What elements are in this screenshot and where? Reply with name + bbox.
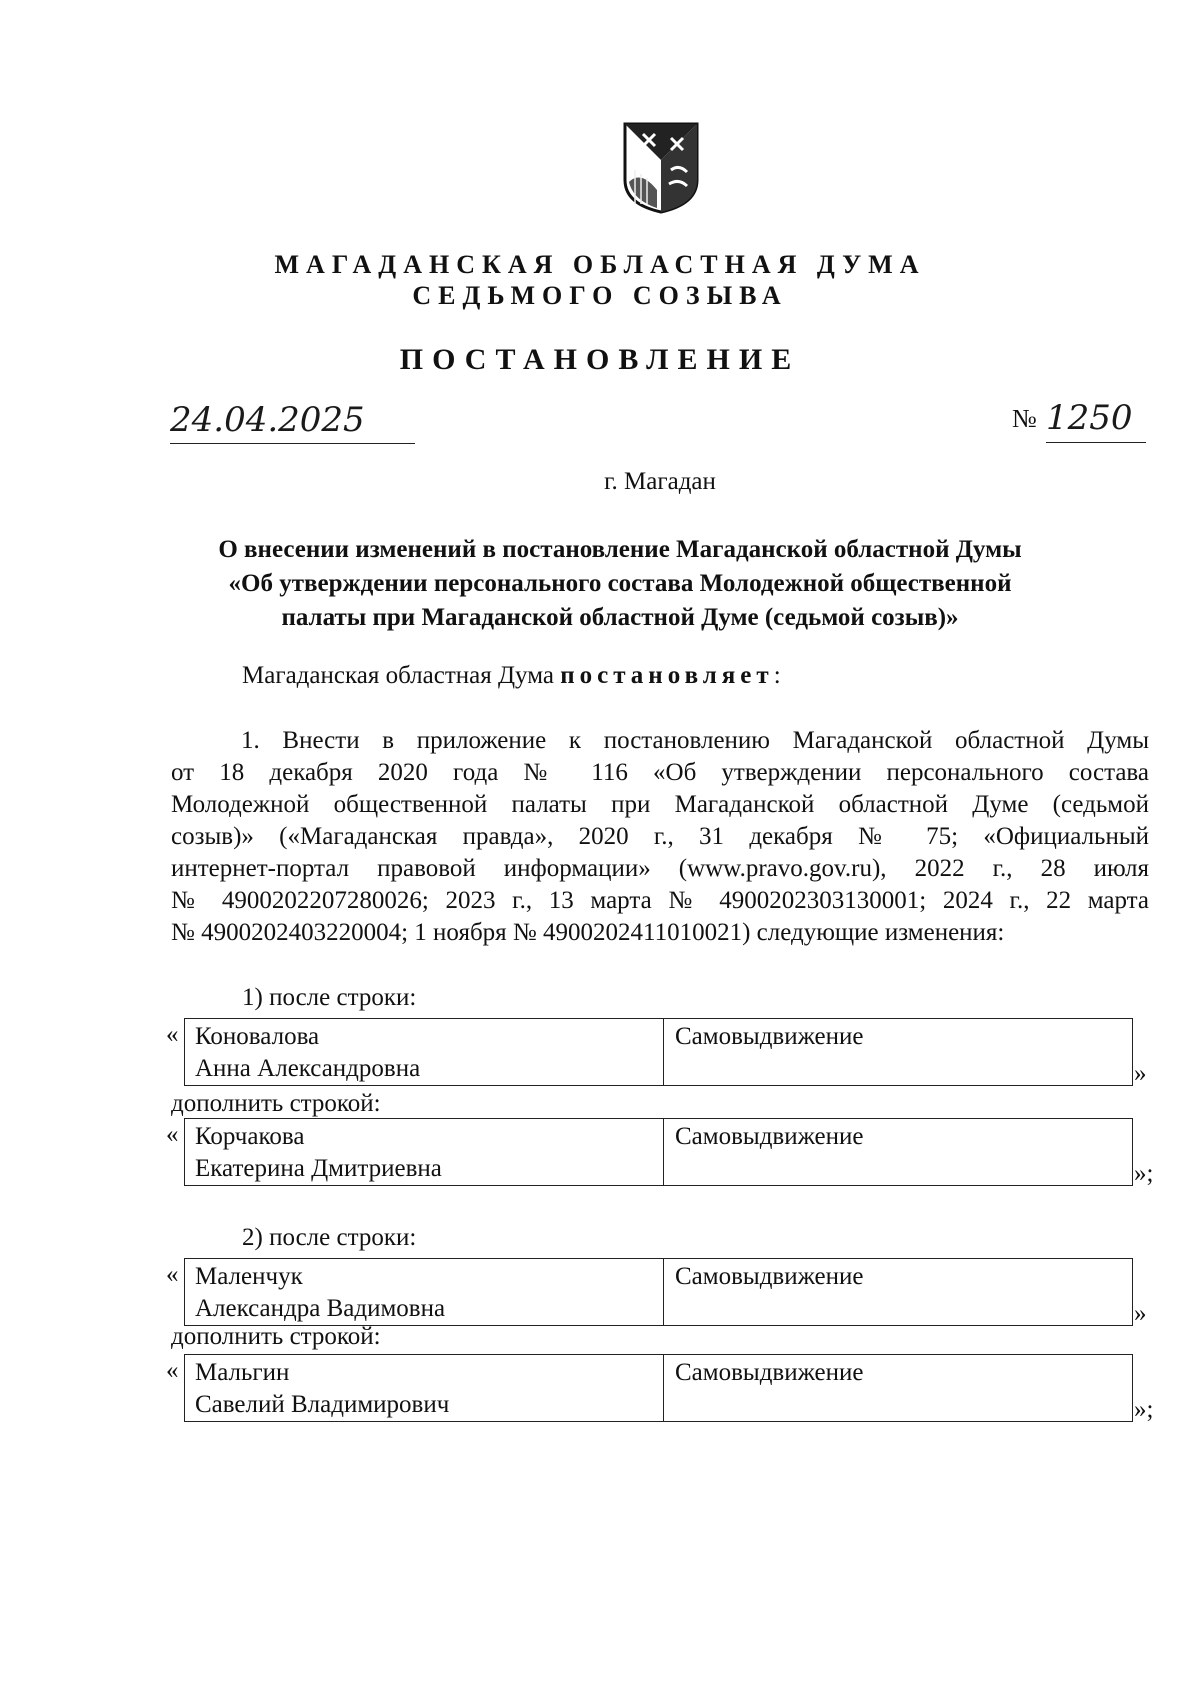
resolve-verb: постановляет xyxy=(560,662,774,689)
given-name: Александра Вадимовна xyxy=(195,1295,446,1322)
given-name: Савелий Владимирович xyxy=(195,1391,450,1418)
item1-line: от 18 декабря 2020 года № 116 «Об утверждении персонального состава xyxy=(171,759,1149,786)
given-name: Екатерина Дмитриевна xyxy=(195,1155,442,1182)
item1-line: 1. Внести в приложение к постановлению Магаданской областной Думы xyxy=(241,727,1149,754)
table-row xyxy=(184,1354,1133,1422)
document-date xyxy=(170,400,415,446)
item1-line: № 4900202207280026; 2023 г., 13 марта № 4900202303130001; 2024 г., 22 марта xyxy=(171,887,1149,914)
nomination-cell: Самовыдвижение xyxy=(675,1263,864,1290)
surname: Коновалова xyxy=(195,1023,320,1050)
number-underline xyxy=(1046,442,1146,443)
coat-of-arms-emblem xyxy=(621,120,701,214)
document-date-text: 24.04.2025 xyxy=(170,400,365,440)
surname: Корчакова xyxy=(195,1123,305,1150)
date-underline xyxy=(170,443,415,444)
item1-line-last: № 4900202403220004; 1 ноября № 4900202411010021) следующие изменения: xyxy=(171,919,1005,946)
table-row xyxy=(184,1018,1133,1086)
close-quote-semicolon: »; xyxy=(1134,1160,1154,1187)
document-number-text: 1250 xyxy=(1046,398,1133,438)
add-row-label: дополнить строкой: xyxy=(171,1090,381,1117)
org-name-line2: СЕДЬМОГО СОЗЫВА xyxy=(412,281,788,310)
close-quote: » xyxy=(1134,1060,1147,1087)
number-prefix: № xyxy=(1012,404,1037,433)
change2-heading: 2) после строки: xyxy=(242,1224,417,1251)
document-number xyxy=(1046,398,1152,446)
nomination-cell: Самовыдвижение xyxy=(675,1359,864,1386)
table-row xyxy=(184,1258,1133,1326)
open-quote: « xyxy=(166,1121,179,1148)
add-row-label: дополнить строкой: xyxy=(171,1323,381,1350)
item1-line: Молодежной общественной палаты при Магаданской областной Думе (седьмой xyxy=(171,791,1149,818)
change1-heading: 1) после строки: xyxy=(242,984,417,1011)
given-name: Анна Александровна xyxy=(195,1055,421,1082)
close-quote-semicolon: »; xyxy=(1134,1396,1154,1423)
surname: Мальгин xyxy=(195,1359,290,1386)
open-quote: « xyxy=(166,1261,179,1288)
open-quote: « xyxy=(166,1357,179,1384)
city: г. Магадан xyxy=(604,468,716,495)
surname: Маленчук xyxy=(195,1263,303,1290)
title-line1: О внесении изменений в постановление Магаданской областной Думы xyxy=(218,536,1022,563)
document-type: ПОСТАНОВЛЕНИЕ xyxy=(399,343,801,376)
title-line2: «Об утверждении персонального состава Молодежной общественной xyxy=(228,570,1012,597)
resolve-suffix: : xyxy=(773,662,781,689)
table-row xyxy=(184,1118,1133,1186)
name-cell xyxy=(185,1259,664,1325)
resolve-prefix: Магаданская областная Дума xyxy=(242,662,561,689)
org-name-line1: МАГАДАНСКАЯ ОБЛАСТНАЯ ДУМА xyxy=(274,250,926,279)
nomination-cell: Самовыдвижение xyxy=(675,1123,864,1150)
name-cell xyxy=(185,1119,664,1185)
title-line3: палаты при Магаданской областной Думе (седьмой созыв)» xyxy=(281,604,959,631)
name-cell xyxy=(185,1355,664,1421)
close-quote: » xyxy=(1134,1300,1147,1327)
open-quote: « xyxy=(166,1021,179,1048)
resolve-line xyxy=(242,660,781,692)
item1-paragraph xyxy=(171,725,1149,949)
document-title xyxy=(150,533,1090,635)
item1-line: интернет-портал правовой информации» (www.pravo.gov.ru), 2022 г., 28 июля xyxy=(171,855,1149,882)
nomination-cell: Самовыдвижение xyxy=(675,1023,864,1050)
name-cell xyxy=(185,1019,664,1085)
item1-line: созыв)» («Магаданская правда», 2020 г., 31 декабря № 75; «Официальный xyxy=(171,823,1149,850)
